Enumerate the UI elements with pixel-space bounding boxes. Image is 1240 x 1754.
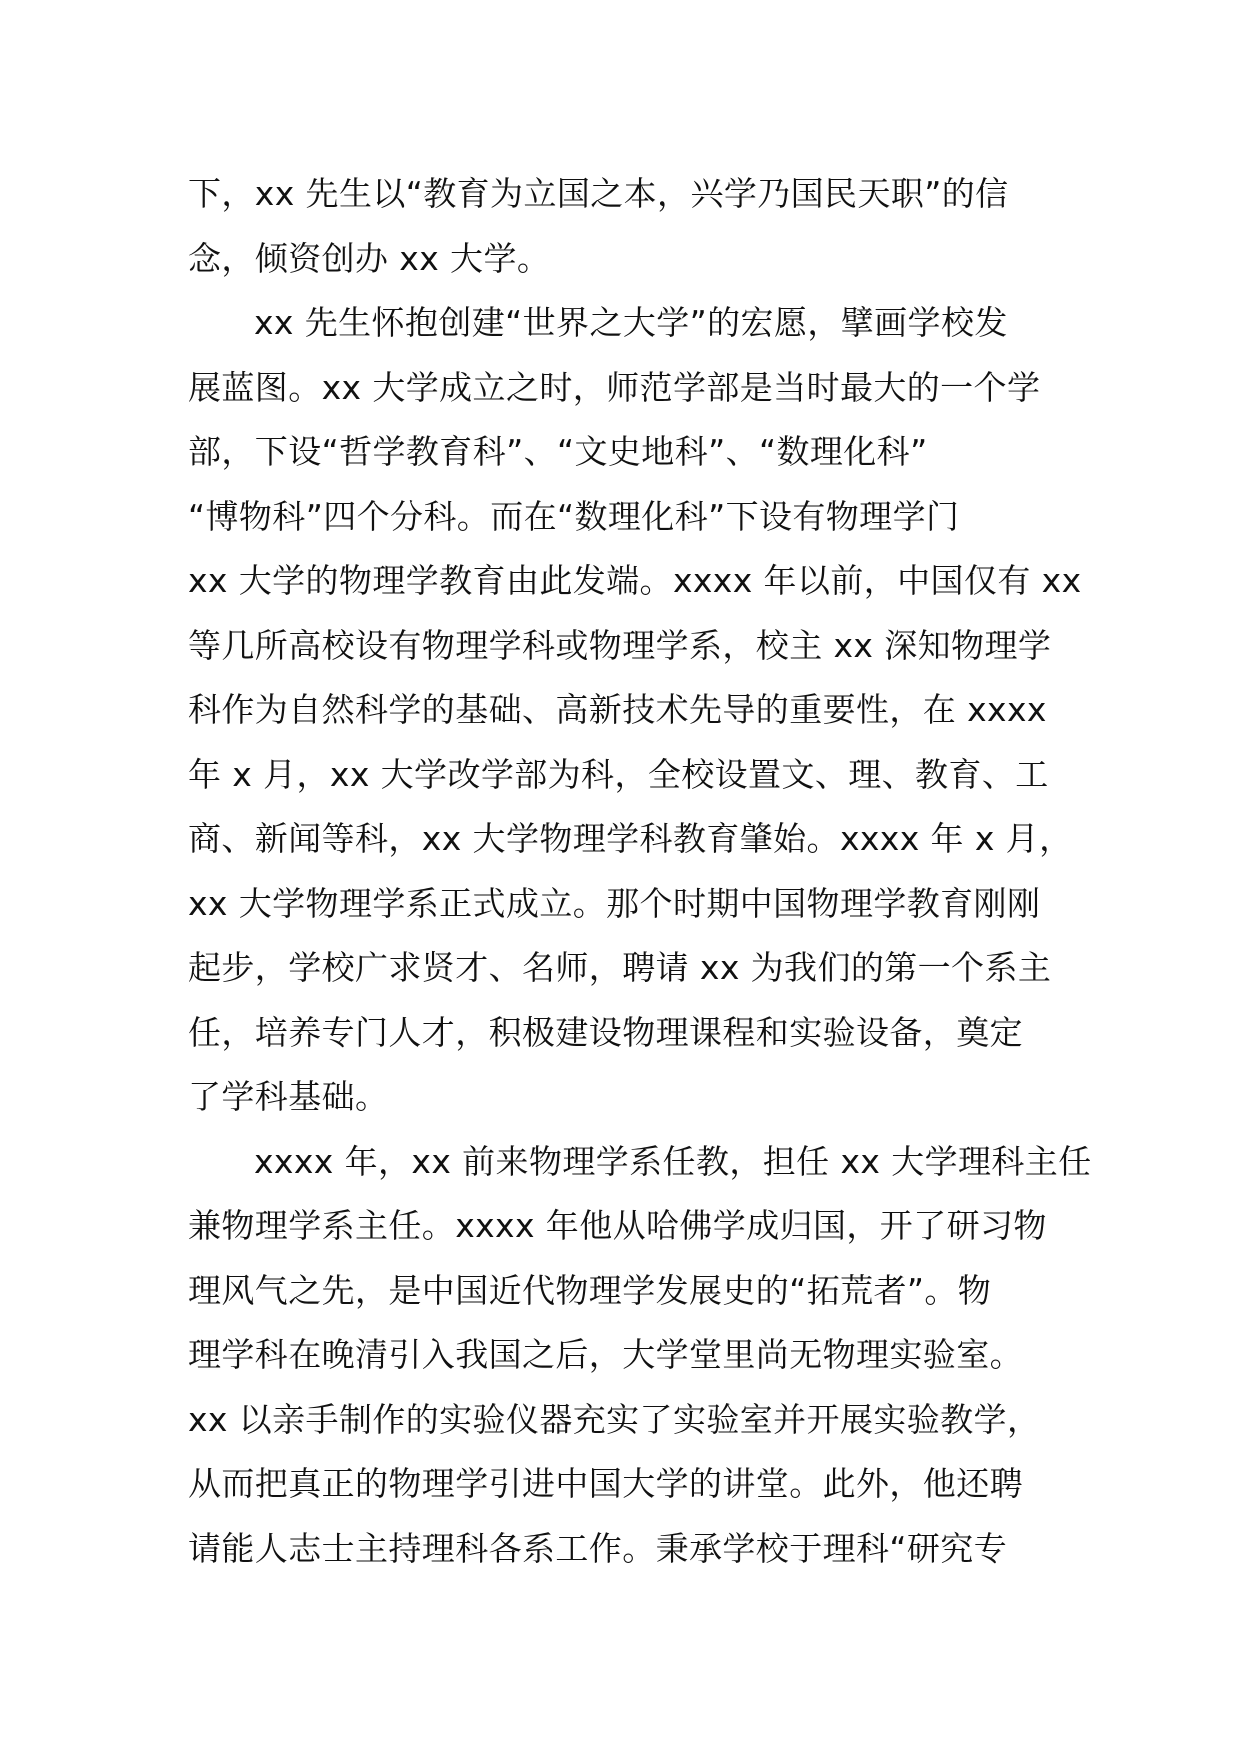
text-line: xx 大学的物理学教育由此发端。xxxx 年以前，中国仅有 xx: [188, 561, 1082, 600]
text-line: 展蓝图。xx 大学成立之时，师范学部是当时最大的一个学: [188, 367, 1041, 407]
text-line: 年 x 月，xx 大学改学部为科，全校设置文、理、教育、工: [188, 754, 1049, 794]
text-line: 理风气之先，是中国近代物理学发展史的“拓荒者”。物: [188, 1270, 992, 1310]
text-line: 了学科基础。: [188, 1077, 389, 1116]
text-line: 科作为自然科学的基础、高新技术先导的重要性，在 xxxx: [188, 690, 1047, 729]
paragraph-start-line: xxxx 年，xx 前来物理学系任教，担任 xx 大学理科主任: [254, 1141, 1092, 1181]
text-line: “博物科”四个分科。而在“数理化科”下设有物理学门: [188, 496, 960, 536]
text-line: 任，培养专门人才，积极建设物理课程和实验设备，奠定: [188, 1012, 1023, 1052]
text-line: 下，xx 先生以“教育为立国之本，兴学乃国民天职”的信: [188, 174, 1009, 213]
text-line: 部，下设“哲学教育科”、“文史地科”、“数理化科”: [188, 432, 928, 471]
paragraph-start-line: xx 先生怀抱创建“世界之大学”的宏愿，擘画学校发: [254, 303, 1008, 342]
text-line: 起步，学校广求贤才、名师，聘请 xx 为我们的第一个系主: [188, 948, 1052, 987]
text-line: 等几所高校设有物理学科或物理学系，校主 xx 深知物理学: [188, 625, 1052, 665]
text-line: 请能人志士主持理科各系工作。秉承学校于理科“研究专: [188, 1528, 1008, 1568]
text-line: 商、新闻等科，xx 大学物理学科教育肇始。xxxx 年 x 月，: [188, 819, 1073, 858]
text-line: 从而把真正的物理学引进中国大学的讲堂。此外，他还聘: [188, 1464, 1023, 1503]
text-line: 念，倾资创办 xx 大学。: [188, 238, 551, 278]
body-text: [188, 162, 1092, 1581]
text-line: 理学科在晚清引入我国之后，大学堂里尚无物理实验室。: [188, 1335, 1023, 1374]
text-line: xx 以亲手制作的实验仪器充实了实验室并开展实验教学，: [188, 1399, 1041, 1439]
text-line: 兼物理学系主任。xxxx 年他从哈佛学成归国，开了研习物: [188, 1206, 1047, 1245]
text-line: xx 大学物理学系正式成立。那个时期中国物理学教育刚刚: [188, 883, 1041, 923]
